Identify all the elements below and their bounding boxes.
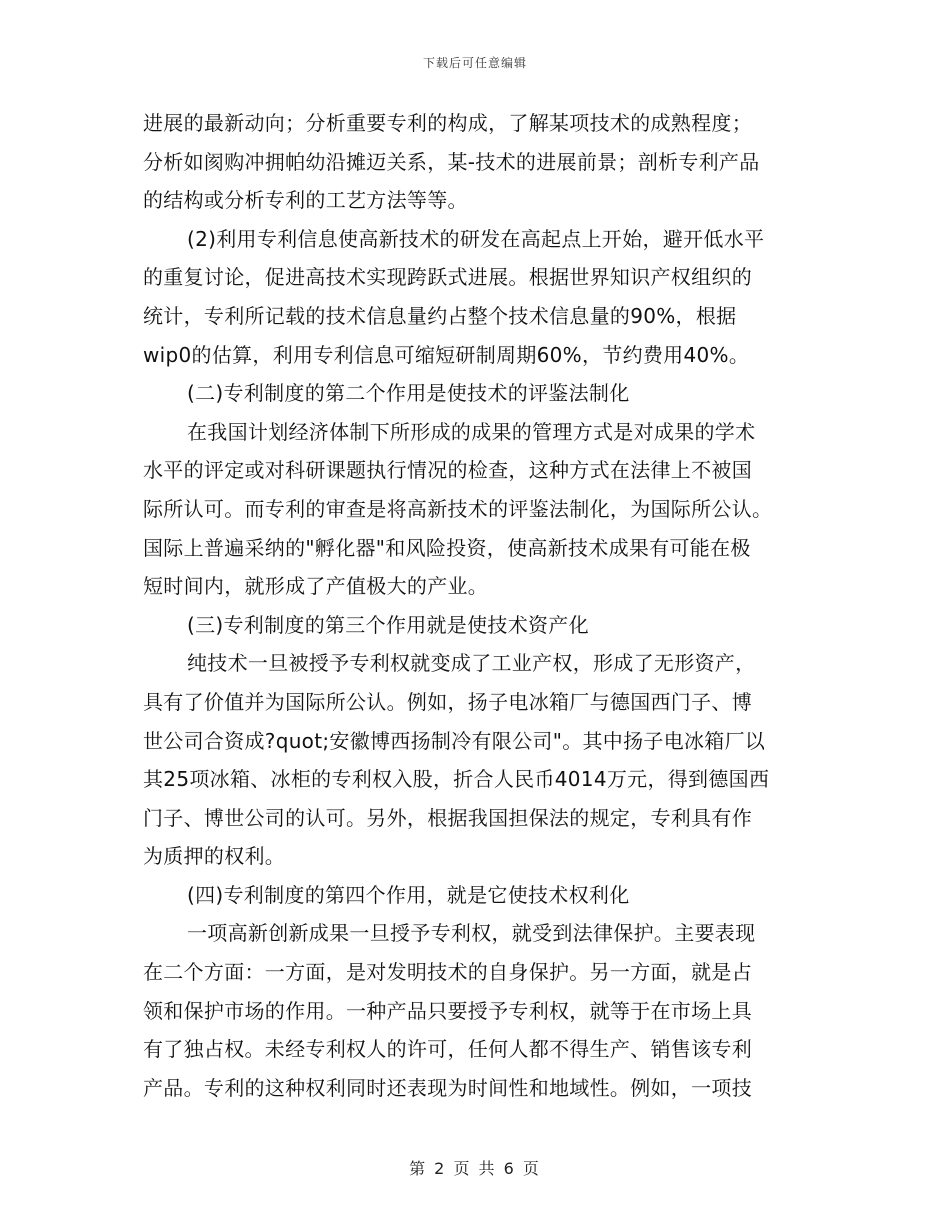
text-line: 门子、博世公司的认可。另外，根据我国担保法的规定，专利具有作: [143, 805, 752, 830]
text-line: 分析如阂购冲拥帕幼沿摊迈关系，某-技术的进展前景；剖析专利产品: [143, 149, 760, 174]
text-line: 水平的评定或对科研课题执行情况的检查，这种方式在法律上不被国: [143, 458, 752, 483]
document-body: [143, 104, 819, 1107]
text-line: 有了独占权。未经专利权人的许可，任何人都不得生产、销售该专利: [143, 1037, 752, 1062]
text-line: 为质押的权利。: [143, 844, 286, 869]
text-line: 纯技术一旦被授予专利权就变成了工业产权，形成了无形资产，: [187, 651, 756, 676]
text-line: 在二个方面：一方面，是对发明技术的自身保护。另一方面，就是占: [143, 960, 752, 985]
text-line: 领和保护市场的作用。一种产品只要授予专利权，就等于在市场上具: [143, 998, 752, 1023]
text-line: wip0的估算，利用专利信息可缩短研制周期60%，节约费用40%。: [143, 342, 750, 367]
text-line: 其25项冰箱、冰柜的专利权入股，折合人民币4014万元，得到德国西: [143, 767, 770, 792]
text-line: 的重复讨论，促进高技术实现跨跃式进展。根据世界知识产权组织的: [143, 265, 752, 290]
text-line: (2)利用专利信息使高新技术的研发在高起点上开始，避开低水平: [187, 226, 765, 251]
text-line: 际所认可。而专利的审查是将高新技术的评鉴法制化，为国际所公认。: [143, 496, 773, 521]
text-line: (四)专利制度的第四个作用，就是它使技术权利化: [187, 882, 630, 907]
text-line: 在我国计划经济体制下所形成的成果的管理方式是对成果的学术: [187, 419, 756, 444]
text-line: 国际上普遍采纳的"孵化器"和风险投资，使高新技术成果有可能在极: [143, 535, 751, 560]
text-line: 的结构或分析专利的工艺方法等等。: [143, 188, 468, 213]
text-line: 短时间内，就形成了产值极大的产业。: [143, 574, 489, 599]
text-line: 进展的最新动向；分析重要专利的构成，了解某项技术的成熟程度；: [143, 111, 752, 135]
text-line: 统计，专利所记载的技术信息量约占整个技术信息量的90%，根据: [143, 303, 737, 328]
text-line: 一项高新创新成果一旦授予专利权，就受到法律保护。主要表现: [187, 921, 756, 946]
text-line: (三)专利制度的第三个作用就是使技术资产化: [187, 612, 589, 637]
text-line: 产品。专利的这种权利同时还表现为时间性和地域性。例如，一项技: [143, 1075, 752, 1100]
text-line: 具有了价值并为国际所公认。例如，扬子电冰箱厂与德国西门子、博: [143, 689, 752, 714]
page-number-footer: 第 2 页 共 6 页: [409, 1159, 541, 1178]
text-line: (二)专利制度的第二个作用是使技术的评鉴法制化: [187, 381, 630, 406]
page-header-note: 下载后可任意编辑: [422, 56, 527, 70]
text-line: 世公司合资成?quot;安徽博西扬制冷有限公司"。其中扬子电冰箱厂以: [143, 728, 766, 753]
